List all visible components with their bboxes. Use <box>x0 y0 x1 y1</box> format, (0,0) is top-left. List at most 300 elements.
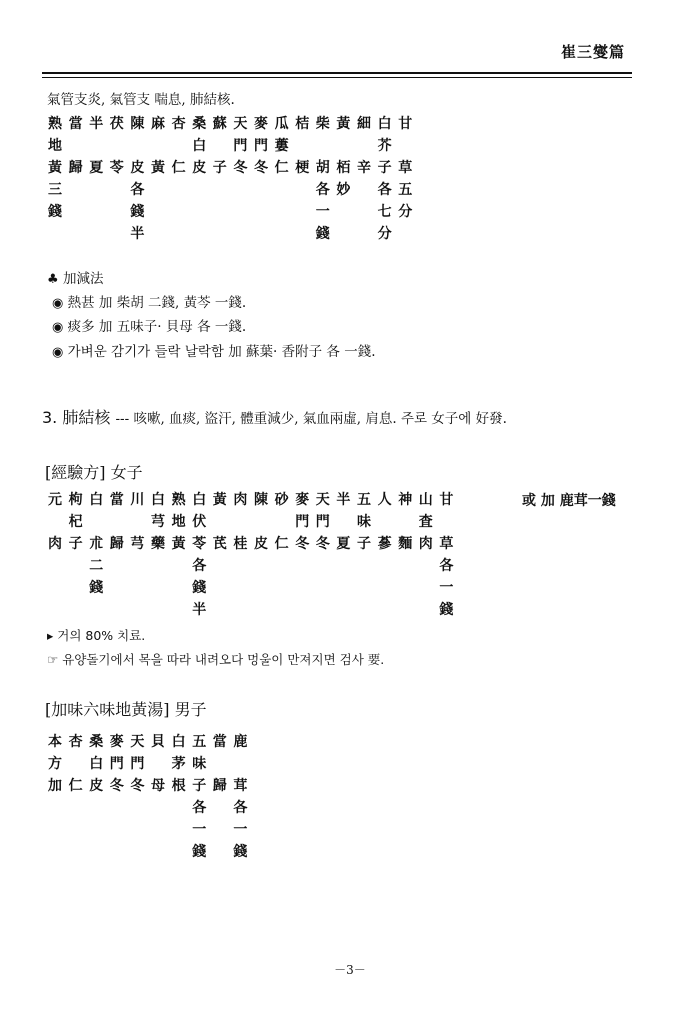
herb-column <box>148 489 168 621</box>
herb-char: 麥 <box>109 734 124 750</box>
herb-char <box>313 135 333 157</box>
herb-char <box>169 819 189 841</box>
herb-char: 梗 <box>295 160 310 176</box>
herb-char <box>354 179 374 201</box>
herb-char <box>127 135 147 157</box>
herb-char: 地 <box>171 514 186 530</box>
herb-char: 辛 <box>357 160 371 176</box>
herb-char <box>272 201 292 223</box>
club-icon: ♣ <box>47 272 59 287</box>
herb-char: 冬 <box>295 536 310 552</box>
herb-char <box>395 599 415 621</box>
herb-char <box>148 577 168 599</box>
herb-column <box>395 489 415 621</box>
herb-char <box>395 577 415 599</box>
herb-column <box>251 489 271 621</box>
herb-char: 神 <box>398 492 413 508</box>
herb-char: 冬 <box>109 778 124 794</box>
herb-char <box>436 511 456 533</box>
herb-char: 桑 <box>89 734 104 750</box>
page-number: －3－ <box>334 963 366 977</box>
herb-char: 黃 <box>171 536 186 552</box>
herb-column <box>272 113 292 245</box>
herb-char: 朮 <box>89 536 104 552</box>
herb-char: 桑 <box>192 116 207 132</box>
bullet-icon: ◉ <box>52 320 64 335</box>
herb-char: 門 <box>130 756 145 772</box>
herb-char: 天 <box>130 734 145 750</box>
herb-char <box>230 223 250 245</box>
herb-char: 冬 <box>254 160 268 176</box>
herb-column <box>86 113 106 245</box>
herb-char: 錢 <box>192 580 207 596</box>
herb-char <box>292 201 312 223</box>
herb-char <box>86 223 106 245</box>
herb-char: 藥 <box>151 536 165 552</box>
herb-char <box>45 223 65 245</box>
herb-char: 草 <box>398 160 413 176</box>
herb-char: 細 <box>357 116 371 132</box>
herb-char: 査 <box>418 514 433 530</box>
herb-column <box>127 489 147 621</box>
herb-column <box>210 731 230 863</box>
herb-char <box>375 577 395 599</box>
jiagam-title: 加減法 <box>62 271 104 287</box>
herb-char: 甘 <box>439 492 454 508</box>
herb-char: 各 <box>315 182 330 198</box>
herb-char <box>86 135 106 157</box>
herb-char: 半 <box>130 226 145 242</box>
herb-column <box>169 489 189 621</box>
herb-char <box>148 753 168 775</box>
jiagam-heading <box>47 267 103 287</box>
herb-char <box>210 841 230 863</box>
herb-column <box>375 113 395 245</box>
herb-column <box>230 731 250 863</box>
herb-char <box>375 599 395 621</box>
herb-column <box>107 113 127 245</box>
herb-char <box>251 555 271 577</box>
herb-char <box>148 223 168 245</box>
herb-char <box>354 555 374 577</box>
herb-char <box>66 555 86 577</box>
page-header-title: 崔三燮篇 <box>560 43 625 61</box>
herb-char <box>251 577 271 599</box>
herb-column <box>292 489 312 621</box>
herb-char: 二 <box>89 558 104 574</box>
herb-char: 錢 <box>130 204 145 220</box>
herb-column <box>86 489 106 621</box>
herb-column <box>66 489 86 621</box>
herb-char: 元 <box>48 492 62 508</box>
herb-char: 夏 <box>336 536 351 552</box>
herb-char: 茯 <box>109 116 124 132</box>
herb-char: 當 <box>109 492 124 508</box>
herb-char <box>251 179 271 201</box>
herb-char <box>210 179 230 201</box>
herb-char: 桂 <box>233 536 248 552</box>
herb-char: 一 <box>315 204 330 220</box>
herb-char: 川 <box>130 492 145 508</box>
herb-char <box>354 223 374 245</box>
herb-char <box>210 599 230 621</box>
herb-char <box>127 599 147 621</box>
herb-column <box>313 113 333 245</box>
herb-char: 仁 <box>274 160 289 176</box>
herb-char <box>251 201 271 223</box>
herb-column <box>313 489 333 621</box>
herb-column <box>127 731 147 863</box>
herb-char <box>292 179 312 201</box>
herb-char: 當 <box>68 116 83 132</box>
herb-char <box>127 577 147 599</box>
herb-column <box>189 489 209 621</box>
herb-column <box>251 113 271 245</box>
herb-char: 冬 <box>233 160 248 176</box>
herb-char: 杏 <box>68 734 83 750</box>
herb-char: 麥 <box>254 116 268 132</box>
herb-char <box>86 201 106 223</box>
herb-char: 錢 <box>315 226 330 242</box>
herb-char: 錢 <box>48 204 62 220</box>
herb-char: 門 <box>295 514 310 530</box>
herb-char <box>148 797 168 819</box>
herb-char <box>169 179 189 201</box>
herb-char: 白 <box>377 116 392 132</box>
herb-char: 錢 <box>89 580 104 596</box>
herb-char: 肉 <box>233 492 248 508</box>
herb-char <box>148 201 168 223</box>
herb-column <box>354 489 374 621</box>
section-3-heading: 3. 肺結核 --- 咳嗽, 血痰, 盜汗, 體重減少, 氣血兩虛, 肩息. 주로 女子에 好發. <box>42 408 507 427</box>
herb-char: 柴 <box>315 116 330 132</box>
herb-column <box>210 489 230 621</box>
herb-char <box>66 753 86 775</box>
herb-char <box>416 577 436 599</box>
herb-char <box>313 577 333 599</box>
herb-char: 人 <box>377 492 392 508</box>
herb-char <box>333 599 353 621</box>
herb-char: 蔞 <box>274 138 289 154</box>
herb-char <box>86 511 106 533</box>
herb-char: 皮 <box>192 160 207 176</box>
herb-char: 味 <box>192 756 207 772</box>
herb-char: 方 <box>48 756 62 772</box>
herb-char <box>107 223 127 245</box>
herb-char <box>148 555 168 577</box>
herb-char: 各 <box>377 182 392 198</box>
herb-char <box>66 819 86 841</box>
herb-char <box>251 511 271 533</box>
herb-char <box>272 223 292 245</box>
herb-char <box>395 135 415 157</box>
herb-char: 芥 <box>377 138 392 154</box>
herb-char: 一 <box>192 822 207 838</box>
note-exam: ☞ 유양돌기에서 목을 따라 내려오다 멍울이 만져지면 검사 要. <box>47 652 385 667</box>
herb-char: 栢 <box>336 160 351 176</box>
herb-column <box>45 113 65 245</box>
herb-char: 各 <box>130 182 145 198</box>
herb-char <box>107 841 127 863</box>
herb-char <box>230 599 250 621</box>
herb-char <box>45 841 65 863</box>
herb-column <box>230 113 250 245</box>
herb-char <box>395 223 415 245</box>
herb-char: 蔘 <box>377 536 392 552</box>
formula-4-title: [加味六味地黃湯] 男子 <box>45 700 207 719</box>
herb-char <box>333 555 353 577</box>
herb-column <box>292 113 312 245</box>
herb-char <box>107 511 127 533</box>
herb-char: 子 <box>68 536 83 552</box>
addition-note: 或 加 鹿茸一錢 <box>522 493 616 509</box>
herb-column <box>230 489 250 621</box>
herb-char: 白 <box>192 492 207 508</box>
herb-char: 皮 <box>89 778 104 794</box>
herb-char: 芪 <box>212 536 227 552</box>
herb-char: 根 <box>171 778 186 794</box>
herb-char <box>251 599 271 621</box>
herb-char <box>66 577 86 599</box>
herb-char: 分 <box>398 204 413 220</box>
herb-char: 門 <box>254 138 268 154</box>
herb-char <box>189 201 209 223</box>
herb-char <box>292 135 312 157</box>
herb-char: 肉 <box>418 536 433 552</box>
herb-char <box>45 577 65 599</box>
herb-char <box>45 797 65 819</box>
herb-char: 地 <box>48 138 62 154</box>
herb-char: 歸 <box>109 536 124 552</box>
diagnosis-line: 氣管支炎, 氣管支 喘息, 肺結核. <box>47 92 235 108</box>
herb-char <box>375 511 395 533</box>
herb-char: 錢 <box>439 602 454 618</box>
herb-char: 熟 <box>48 116 62 132</box>
herb-char <box>272 599 292 621</box>
herb-char: 麥 <box>295 492 310 508</box>
herb-char <box>272 577 292 599</box>
herb-char <box>210 135 230 157</box>
herb-char <box>272 511 292 533</box>
herb-char: 陳 <box>254 492 268 508</box>
herb-char <box>66 223 86 245</box>
bullet-icon: ◉ <box>52 296 64 311</box>
herb-char <box>395 555 415 577</box>
herb-column <box>45 731 65 863</box>
herb-column <box>333 489 353 621</box>
herb-char: 歸 <box>68 160 83 176</box>
herb-char <box>45 511 65 533</box>
herb-char: 仁 <box>171 160 186 176</box>
header-rule-thick <box>42 72 632 74</box>
triangle-icon: ▸ <box>47 628 54 643</box>
experience-formula-title: [經驗方] 女子 <box>45 463 143 482</box>
herb-char: 黃 <box>48 160 62 176</box>
herb-char: 天 <box>233 116 248 132</box>
herb-char: 仁 <box>274 536 289 552</box>
herb-char: 白 <box>89 756 104 772</box>
herb-column <box>169 731 189 863</box>
herb-char <box>210 577 230 599</box>
herb-char <box>251 223 271 245</box>
herb-char <box>313 555 333 577</box>
herb-char <box>86 841 106 863</box>
herb-char: 子 <box>212 160 227 176</box>
herb-column <box>333 113 353 245</box>
herb-char <box>333 223 353 245</box>
herb-char <box>354 599 374 621</box>
herb-char: 錢 <box>233 844 248 860</box>
herb-char: 鹿 <box>233 734 248 750</box>
herb-char: 蘇 <box>212 116 227 132</box>
herb-char: 皮 <box>254 536 268 552</box>
herb-char <box>169 599 189 621</box>
herb-char: 三 <box>48 182 62 198</box>
herb-char: 各 <box>439 558 454 574</box>
herb-char <box>148 819 168 841</box>
herb-char <box>189 223 209 245</box>
herb-char <box>416 599 436 621</box>
herb-char <box>313 599 333 621</box>
herb-char <box>333 511 353 533</box>
herb-char <box>107 555 127 577</box>
herb-column <box>272 489 292 621</box>
jiagam-item-2: ◉ 痰多 加 五味子· 貝母 各 一錢. <box>52 319 247 335</box>
herb-char <box>354 135 374 157</box>
herb-char: 黃 <box>212 492 227 508</box>
pointing-hand-icon: ☞ <box>47 652 59 667</box>
herb-char <box>169 555 189 577</box>
herb-char <box>107 577 127 599</box>
herb-column <box>395 113 415 245</box>
herb-char: 冬 <box>315 536 330 552</box>
herb-char: 半 <box>192 602 207 618</box>
herb-char: 各 <box>233 800 248 816</box>
herb-char: 苓 <box>192 536 207 552</box>
herb-char: 苓 <box>109 160 124 176</box>
herb-column <box>107 731 127 863</box>
herb-char: 各 <box>192 558 207 574</box>
herb-char <box>127 797 147 819</box>
herb-char: 分 <box>377 226 392 242</box>
herb-char <box>148 135 168 157</box>
herb-char <box>169 135 189 157</box>
herb-char: 白 <box>192 138 207 154</box>
herb-column <box>107 489 127 621</box>
herb-char: 胡 <box>315 160 330 176</box>
herb-char <box>107 201 127 223</box>
herb-char <box>272 555 292 577</box>
herb-char: 麻 <box>151 116 165 132</box>
herb-char <box>333 577 353 599</box>
herb-char: 桔 <box>295 116 310 132</box>
herb-char <box>395 511 415 533</box>
herb-char: 白 <box>171 734 186 750</box>
herb-char <box>189 179 209 201</box>
herb-char: 本 <box>48 734 62 750</box>
herb-char <box>354 201 374 223</box>
herb-char: 五 <box>192 734 207 750</box>
herb-char: 加 <box>48 778 62 794</box>
herb-column <box>148 113 168 245</box>
herb-column <box>148 731 168 863</box>
herb-char: 子 <box>192 778 207 794</box>
herb-char: 門 <box>233 138 248 154</box>
herb-char <box>107 819 127 841</box>
herb-column <box>169 113 189 245</box>
herb-char: 熟 <box>171 492 186 508</box>
herb-column <box>127 113 147 245</box>
herb-column <box>354 113 374 245</box>
herb-char <box>210 201 230 223</box>
herb-char: 陳 <box>130 116 145 132</box>
herb-char <box>210 511 230 533</box>
herb-char: 門 <box>315 514 330 530</box>
herb-char: 肉 <box>48 536 62 552</box>
herb-char <box>169 797 189 819</box>
herb-char: 芎 <box>130 536 145 552</box>
herb-char: 半 <box>336 492 351 508</box>
herb-char <box>292 599 312 621</box>
herb-char: 甘 <box>398 116 413 132</box>
herb-char: 草 <box>439 536 454 552</box>
herb-column <box>66 113 86 245</box>
herb-char <box>292 555 312 577</box>
herb-char: 錢 <box>192 844 207 860</box>
herb-char: 歸 <box>212 778 227 794</box>
herb-char <box>272 179 292 201</box>
herb-char: 一 <box>439 580 454 596</box>
herb-column <box>416 489 436 621</box>
herb-char <box>66 841 86 863</box>
herb-char <box>210 555 230 577</box>
herb-char: 枸 <box>68 492 83 508</box>
herb-column <box>86 731 106 863</box>
herb-char: 伏 <box>192 514 207 530</box>
herb-char <box>107 797 127 819</box>
herb-char <box>169 841 189 863</box>
herb-char <box>210 819 230 841</box>
herb-char <box>210 797 230 819</box>
herb-char <box>127 819 147 841</box>
herb-char <box>45 555 65 577</box>
herb-char: 黃 <box>151 160 165 176</box>
herb-char: 砂 <box>274 492 289 508</box>
herb-char <box>416 555 436 577</box>
herb-char: 杞 <box>68 514 83 530</box>
herb-char <box>230 179 250 201</box>
herb-char: 山 <box>418 492 433 508</box>
herb-char <box>292 577 312 599</box>
herb-char: 茸 <box>233 778 248 794</box>
herb-column <box>66 731 86 863</box>
herb-char <box>292 223 312 245</box>
herb-char: 黃 <box>336 116 351 132</box>
herb-char: 母 <box>151 778 165 794</box>
herb-char <box>86 599 106 621</box>
herb-char <box>230 511 250 533</box>
herb-char: 夏 <box>89 160 104 176</box>
herb-char <box>333 135 353 157</box>
herb-char: 味 <box>357 514 371 530</box>
herb-column <box>375 489 395 621</box>
herb-column <box>189 731 209 863</box>
herb-char <box>107 179 127 201</box>
herb-char <box>86 819 106 841</box>
herb-char: 皮 <box>130 160 145 176</box>
herb-char <box>169 577 189 599</box>
herb-char <box>230 201 250 223</box>
